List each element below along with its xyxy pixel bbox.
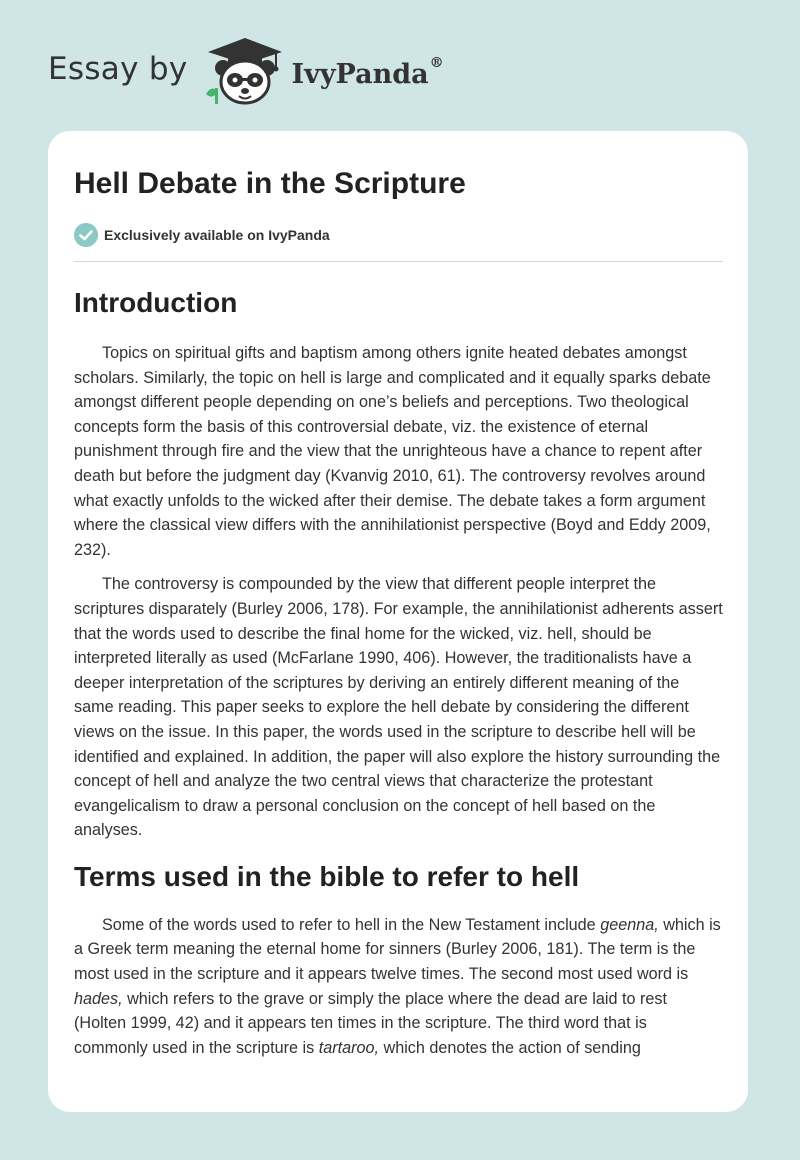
brand-name-text: IvyPanda — [291, 58, 429, 90]
check-circle-icon — [74, 223, 98, 247]
term-hades: hades, — [74, 989, 123, 1008]
section-heading-introduction: Introduction — [74, 287, 238, 318]
essay-by-label: Essay by — [48, 51, 188, 87]
term-tartaroo: tartaroo, — [318, 1038, 380, 1057]
intro-paragraph-1: Topics on spiritual gifts and baptism among others ignite heated debates amongst scholars. Similarly, the topic on hell is large and complicated and it equally sparks debate amongst different people depending on one’s beliefs and perceptions. Two theological concepts form the basis of this controversial debate, viz. the existence of eternal punishment through fire and the view that the unrighteous have a chance to repent after death but before the judgment day (Kvanvig 2010, 61). The controversy revolves around what exactly unfolds to the wicked after their demise. The debate takes a form argument where the classical view differs with the annihilationist perspective (Boyd and Eddy 2009, 232). — [74, 344, 711, 559]
terms-text-4: which denotes the action of sending — [379, 1038, 641, 1057]
article-card — [48, 131, 748, 1112]
terms-text-3: which refers to the grave or simply the place where the dead are laid to rest (Holten 1999, 42) and it appears ten times in the scripture. The third word that is commonly used in the scripture is — [74, 989, 667, 1057]
terms-paragraph-1 — [74, 913, 723, 1061]
terms-text-2: which is a Greek term meaning the eternal home for sinners (Burley 2006, 181). The term is the most used in the scripture and it appears twelve times. The second most used word is — [74, 915, 721, 984]
article-content — [74, 281, 723, 1060]
intro-paragraph-2: The controversy is compounded by the view that different people interpret the scriptures disparately (Burley 2006, 178). For example, the annihilationist adherents assert that the words used to describe the final home for the wicked, viz. hell, should be interpreted literally as used (McFarlane 1990, 406). However, the traditionalists have a deeper interpretation of the scriptures by deriving an entirely different meaning of the same reading. This paper seeks to explore the hell debate by considering the different views on the issue. In this paper, the words used in the scripture to describe hell will be identified and explained. In addition, the paper will also explore the history surrounding the concept of hell and analyze the two central views that characterize the protestant evangelicalism to draw a personal conclusion on the concept of hell based on the analyses. — [74, 575, 723, 840]
exclusive-badge — [74, 223, 330, 247]
section-heading-terms: Terms used in the bible to refer to hell — [74, 860, 580, 892]
title-divider — [74, 261, 723, 262]
site-header — [48, 36, 444, 106]
brand-name — [291, 54, 444, 90]
panda-graduate-icon[interactable] — [202, 36, 288, 106]
term-geenna: geenna, — [600, 915, 659, 934]
registered-mark: ® — [429, 54, 444, 71]
terms-text-1: Some of the words used to refer to hell in the New Testament include — [102, 915, 601, 934]
page-title: Hell Debate in the Scripture — [74, 167, 466, 200]
exclusive-label: Exclusively available on IvyPanda — [104, 227, 330, 243]
